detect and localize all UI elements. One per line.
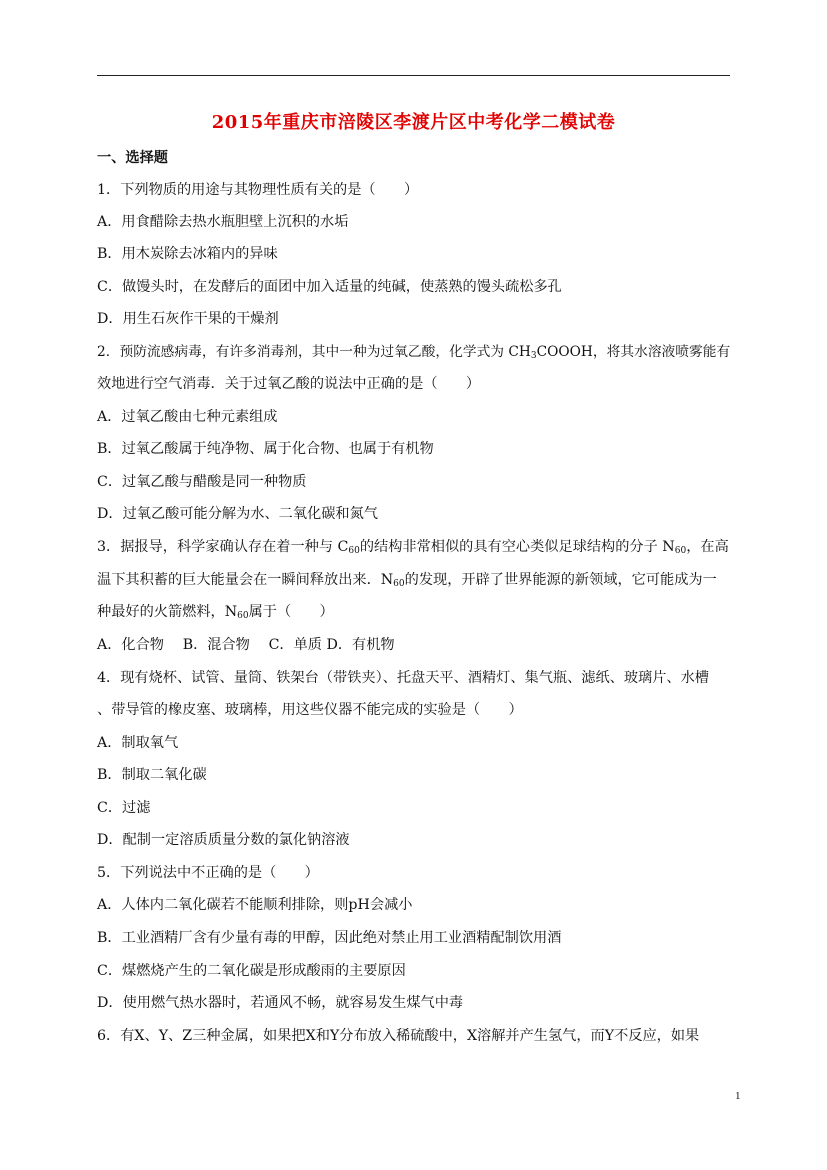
question-4-option-b: B．制取二氧化碳 — [97, 767, 207, 783]
question-5-option-b: B．工业酒精厂含有少量有毒的甲醇，因此绝对禁止用工业酒精配制饮用酒 — [97, 930, 562, 946]
question-3-options: A．化合物 B．混合物 C．单质 D．有机物 — [97, 637, 395, 653]
question-1-option-d: D．用生石灰作干果的干燥剂 — [97, 311, 279, 327]
question-3-line-1: 3．据报导，科学家确认存在着一种与 $C_{60}$的结构非常相似的具有空心类似足球结构的分子 $N_{60}$，在高 — [97, 539, 729, 556]
question-6-line-1: 6．有X、Y、Z三种金属，如果把X和Y分布放入稀硫酸中，X溶解并产生氢气，而Y不反应，如果 — [97, 1028, 700, 1044]
question-4-option-a: A．制取氧气 — [97, 735, 179, 751]
header-rule — [97, 75, 730, 76]
section-heading: 一、选择题 — [97, 150, 168, 166]
page-number: 1 — [735, 1090, 741, 1102]
question-4-line-2: 、带导管的橡皮塞、玻璃棒，用这些仪器不能完成的实验是（ ） — [97, 702, 523, 718]
question-2-option-d: D．过氧乙酸可能分解为水、二氧化碳和氮气 — [97, 506, 378, 522]
question-2-option-a: A．过氧乙酸由七种元素组成 — [97, 409, 278, 425]
question-4-option-c: C．过滤 — [97, 800, 151, 816]
question-5-option-d: D．使用燃气热水器时，若通风不畅，就容易发生煤气中毒 — [97, 995, 464, 1011]
question-5: 5．下列说法中不正确的是（ ） — [97, 865, 319, 881]
question-1: 1．下列物质的用途与其物理性质有关的是（ ） — [97, 182, 419, 198]
question-4-option-d: D．配制一定溶质质量分数的氯化钠溶液 — [97, 832, 350, 848]
page-title: 2015年重庆市涪陵区李渡片区中考化学二模试卷 — [211, 112, 616, 133]
question-2-option-b: B．过氧乙酸属于纯净物、属于化合物、也属于有机物 — [97, 441, 434, 457]
question-3-line-2: 温下其积蓄的巨大能量会在一瞬间释放出来．$N_{60}$的发现，开辟了世界能源的新领域，它可能成为一 — [97, 572, 717, 589]
question-5-option-c: C．煤燃烧产生的二氧化碳是形成酸雨的主要原因 — [97, 963, 406, 979]
question-1-option-c: C．做馒头时，在发酵后的面团中加入适量的纯碱，使蒸熟的馒头疏松多孔 — [97, 279, 562, 295]
question-2-option-c: C．过氧乙酸与醋酸是同一种物质 — [97, 474, 307, 490]
question-1-option-b: B．用木炭除去冰箱内的异味 — [97, 246, 278, 262]
question-3-line-3: 种最好的火箭燃料，$N_{60}$属于（ ） — [97, 604, 334, 621]
question-5-option-a: A．人体内二氧化碳若不能顺利排除，则pH会减小 — [97, 897, 413, 913]
question-2-line-1: 2．预防流感病毒，有许多消毒剂，其中一种为过氧乙酸，化学式为 $CH_3COOOH$，将其水溶液喷雾能有 — [97, 344, 731, 361]
question-1-option-a: A．用食醋除去热水瓶胆壁上沉积的水垢 — [97, 214, 349, 230]
question-2-line-2: 效地进行空气消毒．关于过氧乙酸的说法中正确的是（ ） — [97, 376, 481, 392]
question-4-line-1: 4．现有烧杯、试管、量筒、铁架台（带铁夹）、托盘天平、酒精灯、集气瓶、滤纸、玻璃片、水槽 — [97, 670, 709, 686]
